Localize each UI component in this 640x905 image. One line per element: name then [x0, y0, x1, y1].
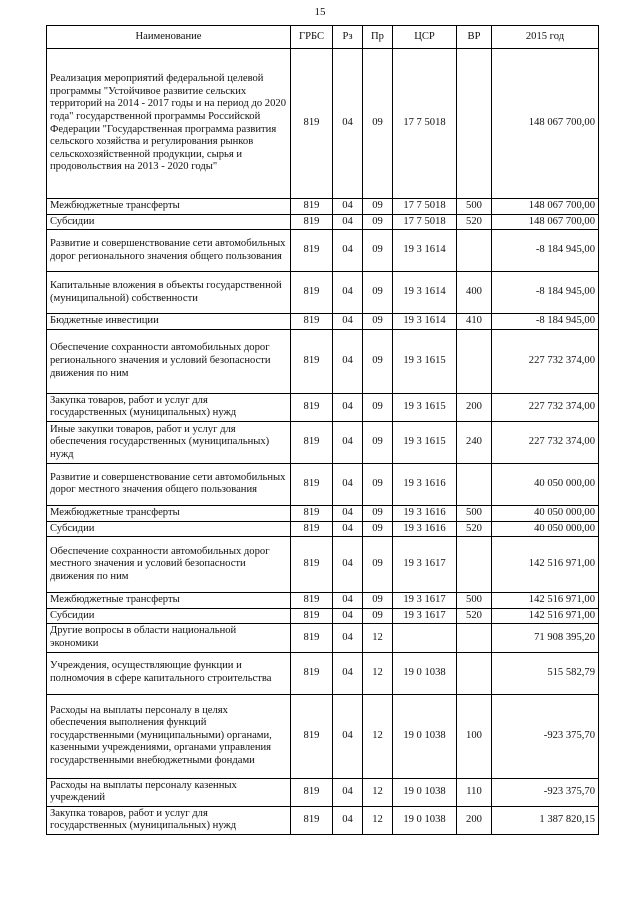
cell-name: Субсидии — [47, 214, 291, 230]
cell-csr: 19 3 1615 — [393, 329, 457, 393]
cell-csr: 17 7 5018 — [393, 199, 457, 215]
cell-amount: 142 516 971,00 — [492, 608, 599, 624]
cell-rz: 04 — [333, 463, 363, 505]
cell-amount: 148 067 700,00 — [492, 199, 599, 215]
table-row — [47, 806, 599, 834]
cell-csr: 19 0 1038 — [393, 806, 457, 834]
header-row — [47, 26, 599, 49]
table-row — [47, 624, 599, 652]
cell-grbs: 819 — [291, 593, 333, 609]
cell-grbs: 819 — [291, 624, 333, 652]
cell-csr: 19 0 1038 — [393, 778, 457, 806]
cell-pr: 12 — [363, 806, 393, 834]
cell-pr: 12 — [363, 778, 393, 806]
cell-csr: 19 3 1617 — [393, 593, 457, 609]
cell-rz: 04 — [333, 272, 363, 314]
cell-vr: 500 — [457, 199, 492, 215]
cell-amount: 142 516 971,00 — [492, 537, 599, 593]
cell-vr: 520 — [457, 521, 492, 537]
cell-name: Межбюджетные трансферты — [47, 593, 291, 609]
cell-grbs: 819 — [291, 505, 333, 521]
cell-grbs: 819 — [291, 393, 333, 421]
cell-rz: 04 — [333, 505, 363, 521]
table-row — [47, 608, 599, 624]
cell-name: Обеспечение сохранности автомобильных дорог местного значения и условий безопасности движения по ним — [47, 537, 291, 593]
page-number: 15 — [314, 6, 326, 18]
cell-pr: 09 — [363, 272, 393, 314]
cell-rz: 04 — [333, 694, 363, 778]
cell-grbs: 819 — [291, 272, 333, 314]
cell-grbs: 819 — [291, 214, 333, 230]
cell-pr: 09 — [363, 49, 393, 199]
header-rz: Рз — [333, 26, 363, 49]
cell-csr: 19 3 1617 — [393, 537, 457, 593]
cell-pr: 09 — [363, 199, 393, 215]
table-row — [47, 214, 599, 230]
cell-name: Субсидии — [47, 608, 291, 624]
cell-name: Капитальные вложения в объекты государственной (муниципальной) собственности — [47, 272, 291, 314]
cell-name: Другие вопросы в области национальной экономики — [47, 624, 291, 652]
cell-rz: 04 — [333, 537, 363, 593]
cell-csr — [393, 624, 457, 652]
cell-amount: 71 908 395,20 — [492, 624, 599, 652]
cell-rz: 04 — [333, 329, 363, 393]
header-vr: ВР — [457, 26, 492, 49]
cell-amount: 148 067 700,00 — [492, 49, 599, 199]
cell-vr — [457, 463, 492, 505]
cell-amount: -923 375,70 — [492, 778, 599, 806]
cell-csr: 19 3 1616 — [393, 505, 457, 521]
table-row — [47, 537, 599, 593]
cell-name: Развитие и совершенствование сети автомобильных дорог регионального значения общего пользования — [47, 230, 291, 272]
cell-rz: 04 — [333, 230, 363, 272]
table-row — [47, 272, 599, 314]
cell-grbs: 819 — [291, 521, 333, 537]
cell-pr: 09 — [363, 393, 393, 421]
table-row — [47, 593, 599, 609]
cell-csr: 19 3 1616 — [393, 463, 457, 505]
cell-pr: 09 — [363, 463, 393, 505]
cell-name: Бюджетные инвестиции — [47, 314, 291, 330]
cell-vr — [457, 329, 492, 393]
cell-amount: -923 375,70 — [492, 694, 599, 778]
cell-pr: 09 — [363, 421, 393, 463]
cell-amount: -8 184 945,00 — [492, 272, 599, 314]
cell-name: Реализация мероприятий федеральной целевой программы "Устойчивое развитие сельских территорий на 2014 - 2017 годы и на период до 2020 года" государственной программы Российской Федерации "Государственная программа развития сельского хозяйства и регулирования рынков сельскохозяйственной продукции, сырья и продовольствия на 2013 - 2020 годы" — [47, 49, 291, 199]
cell-name: Субсидии — [47, 521, 291, 537]
cell-pr: 09 — [363, 521, 393, 537]
cell-csr: 19 3 1614 — [393, 314, 457, 330]
cell-pr: 09 — [363, 608, 393, 624]
cell-amount: 148 067 700,00 — [492, 214, 599, 230]
cell-rz: 04 — [333, 593, 363, 609]
cell-pr: 09 — [363, 537, 393, 593]
cell-amount: 227 732 374,00 — [492, 329, 599, 393]
budget-table — [46, 25, 599, 835]
cell-vr: 110 — [457, 778, 492, 806]
cell-pr: 09 — [363, 230, 393, 272]
table-row — [47, 521, 599, 537]
cell-vr: 240 — [457, 421, 492, 463]
cell-amount: 40 050 000,00 — [492, 505, 599, 521]
cell-csr: 19 3 1614 — [393, 230, 457, 272]
cell-grbs: 819 — [291, 463, 333, 505]
cell-pr: 09 — [363, 214, 393, 230]
table-row — [47, 199, 599, 215]
cell-name: Учреждения, осуществляющие функции и полномочия в сфере капитального строительства — [47, 652, 291, 694]
cell-rz: 04 — [333, 806, 363, 834]
cell-vr: 520 — [457, 214, 492, 230]
header-pr: Пр — [363, 26, 393, 49]
header-csr: ЦСР — [393, 26, 457, 49]
header-amount: 2015 год — [492, 26, 599, 49]
cell-amount: 227 732 374,00 — [492, 393, 599, 421]
cell-name: Закупка товаров, работ и услуг для государственных (муниципальных) нужд — [47, 806, 291, 834]
cell-rz: 04 — [333, 652, 363, 694]
cell-csr: 19 0 1038 — [393, 652, 457, 694]
cell-rz: 04 — [333, 624, 363, 652]
cell-pr: 09 — [363, 593, 393, 609]
cell-csr: 17 7 5018 — [393, 49, 457, 199]
table-row — [47, 314, 599, 330]
cell-vr — [457, 230, 492, 272]
table-row — [47, 463, 599, 505]
cell-name: Межбюджетные трансферты — [47, 505, 291, 521]
table-body — [47, 49, 599, 835]
cell-rz: 04 — [333, 49, 363, 199]
cell-csr: 19 3 1616 — [393, 521, 457, 537]
cell-vr: 200 — [457, 393, 492, 421]
cell-amount: 1 387 820,15 — [492, 806, 599, 834]
cell-csr: 19 0 1038 — [393, 694, 457, 778]
table-row — [47, 652, 599, 694]
cell-pr: 09 — [363, 505, 393, 521]
cell-vr: 500 — [457, 593, 492, 609]
cell-grbs: 819 — [291, 49, 333, 199]
cell-csr: 19 3 1615 — [393, 393, 457, 421]
cell-vr — [457, 537, 492, 593]
cell-vr: 500 — [457, 505, 492, 521]
table-row — [47, 694, 599, 778]
cell-name: Развитие и совершенствование сети автомобильных дорог местного значения общего пользования — [47, 463, 291, 505]
cell-grbs: 819 — [291, 230, 333, 272]
cell-vr: 410 — [457, 314, 492, 330]
cell-amount: 142 516 971,00 — [492, 593, 599, 609]
cell-csr: 17 7 5018 — [393, 214, 457, 230]
cell-pr: 09 — [363, 314, 393, 330]
cell-amount: -8 184 945,00 — [492, 230, 599, 272]
header-grbs: ГРБС — [291, 26, 333, 49]
cell-amount: 227 732 374,00 — [492, 421, 599, 463]
cell-rz: 04 — [333, 608, 363, 624]
cell-pr: 12 — [363, 624, 393, 652]
cell-csr: 19 3 1615 — [393, 421, 457, 463]
cell-grbs: 819 — [291, 314, 333, 330]
cell-vr — [457, 49, 492, 199]
cell-grbs: 819 — [291, 329, 333, 393]
cell-grbs: 819 — [291, 421, 333, 463]
cell-vr: 400 — [457, 272, 492, 314]
table-row — [47, 393, 599, 421]
cell-csr: 19 3 1617 — [393, 608, 457, 624]
cell-name: Расходы на выплаты персоналу в целях обеспечения выполнения функций государственными (муниципальными) органами, казенными учреждениями, органами управления государственными внебюджетными фондами — [47, 694, 291, 778]
table-row — [47, 505, 599, 521]
cell-amount: 515 582,79 — [492, 652, 599, 694]
cell-rz: 04 — [333, 199, 363, 215]
cell-name: Межбюджетные трансферты — [47, 199, 291, 215]
cell-rz: 04 — [333, 393, 363, 421]
cell-grbs: 819 — [291, 652, 333, 694]
table-row — [47, 421, 599, 463]
cell-csr: 19 3 1614 — [393, 272, 457, 314]
cell-grbs: 819 — [291, 778, 333, 806]
cell-name: Расходы на выплаты персоналу казенных учреждений — [47, 778, 291, 806]
cell-pr: 12 — [363, 652, 393, 694]
cell-grbs: 819 — [291, 199, 333, 215]
table-row — [47, 329, 599, 393]
cell-vr: 200 — [457, 806, 492, 834]
table-row — [47, 778, 599, 806]
cell-name: Закупка товаров, работ и услуг для государственных (муниципальных) нужд — [47, 393, 291, 421]
cell-rz: 04 — [333, 314, 363, 330]
cell-grbs: 819 — [291, 806, 333, 834]
cell-vr: 100 — [457, 694, 492, 778]
cell-grbs: 819 — [291, 537, 333, 593]
cell-name: Обеспечение сохранности автомобильных дорог регионального значения и условий безопасности движения по ним — [47, 329, 291, 393]
cell-rz: 04 — [333, 421, 363, 463]
table-row — [47, 230, 599, 272]
cell-pr: 09 — [363, 329, 393, 393]
cell-pr: 12 — [363, 694, 393, 778]
cell-grbs: 819 — [291, 694, 333, 778]
cell-rz: 04 — [333, 214, 363, 230]
cell-vr: 520 — [457, 608, 492, 624]
cell-grbs: 819 — [291, 608, 333, 624]
cell-rz: 04 — [333, 778, 363, 806]
header-name: Наименование — [47, 26, 291, 49]
cell-name: Иные закупки товаров, работ и услуг для обеспечения государственных (муниципальных) нужд — [47, 421, 291, 463]
table-row — [47, 49, 599, 199]
cell-amount: 40 050 000,00 — [492, 463, 599, 505]
cell-vr — [457, 652, 492, 694]
cell-amount: 40 050 000,00 — [492, 521, 599, 537]
cell-rz: 04 — [333, 521, 363, 537]
cell-vr — [457, 624, 492, 652]
cell-amount: -8 184 945,00 — [492, 314, 599, 330]
